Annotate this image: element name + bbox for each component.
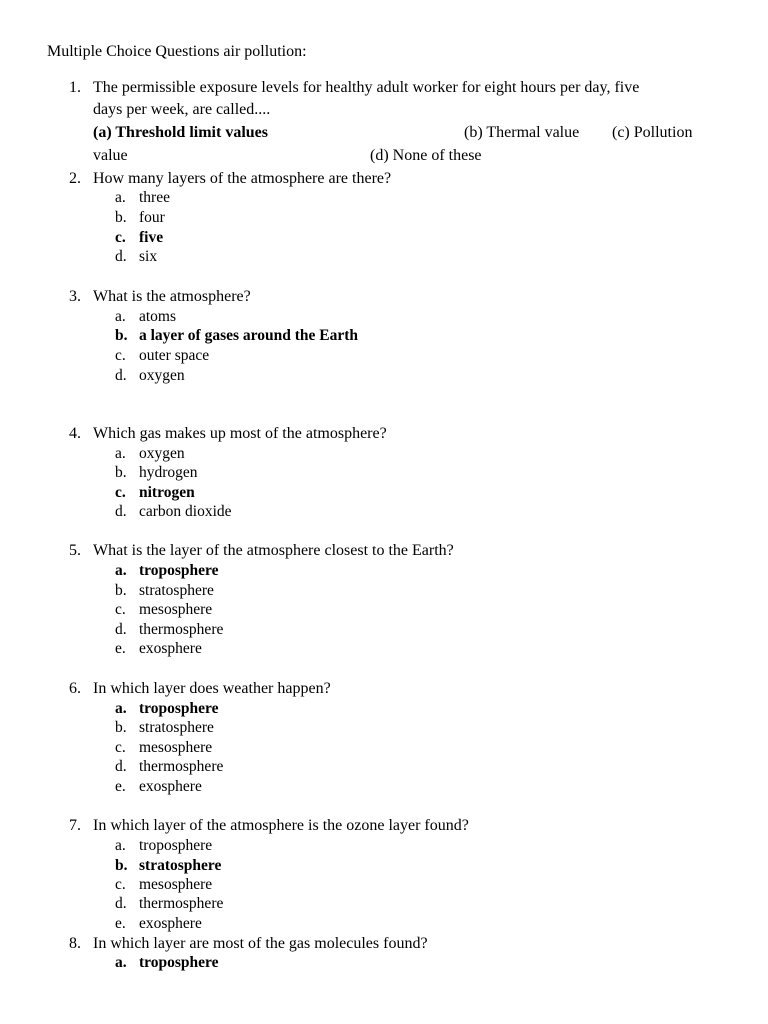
option-letter-correct: b. xyxy=(115,857,128,874)
option-letter: b. xyxy=(115,582,127,599)
option-letter-correct: a. xyxy=(115,954,127,971)
option-letter: e. xyxy=(115,640,126,657)
option-text: exosphere xyxy=(139,915,202,932)
option-letter: b. xyxy=(115,209,127,226)
option-text: thermosphere xyxy=(139,621,224,638)
question-number: 3. xyxy=(69,288,81,305)
option-letter: c. xyxy=(115,739,126,756)
option-text: stratosphere xyxy=(139,582,214,599)
option-text: oxygen xyxy=(139,367,185,384)
question-number: 1. xyxy=(69,79,81,96)
question-number: 6. xyxy=(69,680,81,697)
question-number: 4. xyxy=(69,425,81,442)
option-letter: a. xyxy=(115,308,126,325)
option-text-correct: troposphere xyxy=(139,700,219,717)
option-text: exosphere xyxy=(139,778,202,795)
question-text: In which layer of the atmosphere is the ozone layer found? xyxy=(93,817,469,834)
option-letter: b. xyxy=(115,719,127,736)
option-letter: c. xyxy=(115,876,126,893)
option-text: three xyxy=(139,189,170,206)
option-letter: c. xyxy=(115,601,126,618)
option-text: troposphere xyxy=(139,837,213,854)
answer-option-d: (d) None of these xyxy=(370,147,482,164)
question-number: 8. xyxy=(69,935,81,952)
option-text: thermosphere xyxy=(139,758,224,775)
question-text: In which layer does weather happen? xyxy=(93,680,331,697)
page-title: Multiple Choice Questions air pollution: xyxy=(47,43,307,60)
question-text: In which layer are most of the gas molecules found? xyxy=(93,935,428,952)
option-text: thermosphere xyxy=(139,895,224,912)
option-text-correct: troposphere xyxy=(139,954,219,971)
answer-option-c: (c) Pollution xyxy=(612,124,693,141)
question-number: 7. xyxy=(69,817,81,834)
option-letter-correct: a. xyxy=(115,562,127,579)
option-letter: e. xyxy=(115,915,126,932)
option-text: stratosphere xyxy=(139,719,214,736)
question-text: How many layers of the atmosphere are there? xyxy=(93,170,392,187)
option-text: outer space xyxy=(139,347,210,364)
option-letter: d. xyxy=(115,895,127,912)
question-text: Which gas makes up most of the atmosphere? xyxy=(93,425,387,442)
option-text: mesosphere xyxy=(139,739,213,756)
option-text: oxygen xyxy=(139,445,185,462)
question-text: The permissible exposure levels for healthy adult worker for eight hours per day, five xyxy=(93,79,640,96)
question-text: What is the atmosphere? xyxy=(93,288,251,305)
option-letter: d. xyxy=(115,248,127,265)
option-letter: d. xyxy=(115,367,127,384)
answer-option-b: (b) Thermal value xyxy=(464,124,580,141)
option-letter: d. xyxy=(115,503,127,520)
option-text: hydrogen xyxy=(139,464,198,481)
option-text: exosphere xyxy=(139,640,202,657)
question-number: 2. xyxy=(69,170,81,187)
option-letter-correct: a. xyxy=(115,700,127,717)
option-text-correct: nitrogen xyxy=(139,484,195,501)
option-letter: d. xyxy=(115,758,127,775)
option-letter: d. xyxy=(115,621,127,638)
answer-option-a: (a) Threshold limit values xyxy=(93,124,268,141)
option-letter: c. xyxy=(115,347,126,364)
option-text: carbon dioxide xyxy=(139,503,232,520)
option-letter: a. xyxy=(115,837,126,854)
option-letter: a. xyxy=(115,189,126,206)
question-number: 5. xyxy=(69,542,81,559)
answer-option-c-continued: value xyxy=(93,147,128,164)
option-letter: b. xyxy=(115,464,127,481)
option-text: mesosphere xyxy=(139,876,213,893)
option-text: mesosphere xyxy=(139,601,213,618)
option-letter-correct: c. xyxy=(115,229,126,246)
option-text: atoms xyxy=(139,308,177,325)
option-text-correct: troposphere xyxy=(139,562,219,579)
option-text-correct: stratosphere xyxy=(139,857,222,874)
option-text: six xyxy=(139,248,158,265)
option-letter: a. xyxy=(115,445,126,462)
option-text: four xyxy=(139,209,165,226)
question-text: What is the layer of the atmosphere closest to the Earth? xyxy=(93,542,454,559)
option-letter: e. xyxy=(115,778,126,795)
option-text-correct: a layer of gases around the Earth xyxy=(139,327,359,344)
option-text-correct: five xyxy=(139,229,164,246)
question-text: days per week, are called.... xyxy=(93,101,271,118)
option-letter-correct: b. xyxy=(115,327,128,344)
option-letter-correct: c. xyxy=(115,484,126,501)
